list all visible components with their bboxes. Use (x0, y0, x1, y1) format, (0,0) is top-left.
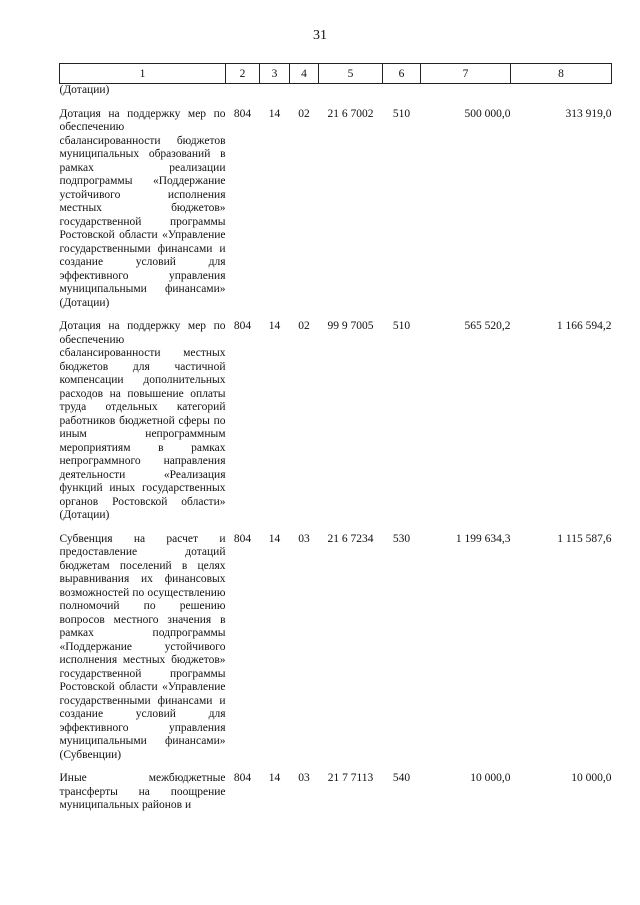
row-sum-1: 565 520,2 (464, 320, 511, 332)
header-col-4: 4 (290, 64, 319, 84)
table-row (60, 320, 612, 523)
header-col-3: 3 (260, 64, 290, 84)
row-pr: 02 (298, 320, 310, 332)
header-col-6: 6 (383, 64, 421, 84)
row-name: Дотация на поддержку мер по обеспечению сбалансированности бюджетов муниципальных образований в рамках реализации подпрограммы «Поддержание устойчивого исполнения местных бюджетов» государственной программы Ростовской области «Управление государственными финансами и создание условий для эффективного управления муниципальными финансами» (Дотации) (59, 107, 226, 309)
row-rz: 14 (268, 532, 281, 545)
header-col-8: 8 (511, 64, 612, 84)
row-rz: 14 (268, 320, 281, 332)
row-ved: 804 (233, 107, 252, 120)
row-pr: 02 (298, 107, 310, 120)
table-row (60, 108, 612, 311)
row-sum-2: 313 919,0 (565, 107, 612, 120)
row-name: Иные межбюджетные трансферты на поощрение муниципальных районов и (59, 772, 226, 811)
row-sum-2: 10 000,0 (571, 772, 612, 784)
header-col-2: 2 (226, 64, 260, 84)
row-sum-2: 1 115 587,6 (557, 532, 612, 545)
page-number: 31 (313, 28, 327, 43)
row-sum-1: 1 199 634,3 (455, 532, 511, 545)
table-row (60, 533, 612, 763)
row-sum-1: 10 000,0 (470, 772, 511, 784)
carry-over-text: (Дотации) (59, 84, 110, 96)
row-csr: 21 6 7002 (327, 107, 374, 120)
header-col-1: 1 (60, 64, 226, 84)
row-ved: 804 (233, 532, 252, 545)
row-vr: 510 (392, 107, 411, 120)
row-rz: 14 (268, 107, 281, 120)
table-header (60, 64, 612, 84)
row-sum-1: 500 000,0 (464, 107, 511, 120)
row-pr: 03 (298, 532, 310, 545)
budget-table (59, 63, 612, 813)
row-name: Субвенция на расчет и предоставление дотаций бюджетам поселений в целях выравнивания их финансовых возможностей по осуществлению полномочий по решению вопросов местного значения в рамках подпрограммы «Поддержание устойчивого исполнения местных бюджетов» государственной программы Ростовской области «Управление государственными финансами и создание условий для эффективного управления муниципальными финансами» (Субвенции) (59, 532, 226, 761)
header-col-5: 5 (319, 64, 383, 84)
header-row (60, 64, 612, 84)
row-rz: 14 (268, 772, 281, 784)
row-vr: 510 (392, 320, 411, 332)
table-body (60, 84, 612, 813)
row-vr: 540 (392, 772, 411, 784)
header-col-7: 7 (421, 64, 511, 84)
row-pr: 03 (298, 772, 310, 784)
row-csr: 21 6 7234 (327, 532, 374, 545)
row-name: Дотация на поддержку мер по обеспечению сбалансированности местных бюджетов для частичной компенсации дополнительных расходов на повышение оплаты труда отдельных категорий работников бюджетной сферы по иным непрограммным мероприятиям в рамках непрограммного направления деятельности «Реализация функций иных государственных органов Ростовской области» (Дотации) (59, 320, 226, 521)
row-vr: 530 (392, 532, 411, 545)
row-csr: 21 7 7113 (327, 772, 374, 784)
row-ved: 804 (233, 320, 252, 332)
row-ved: 804 (233, 772, 252, 784)
row-sum-2: 1 166 594,2 (556, 320, 612, 332)
carry-over-row (60, 84, 612, 98)
table-row (60, 772, 612, 813)
row-csr: 99 9 7005 (327, 320, 374, 332)
